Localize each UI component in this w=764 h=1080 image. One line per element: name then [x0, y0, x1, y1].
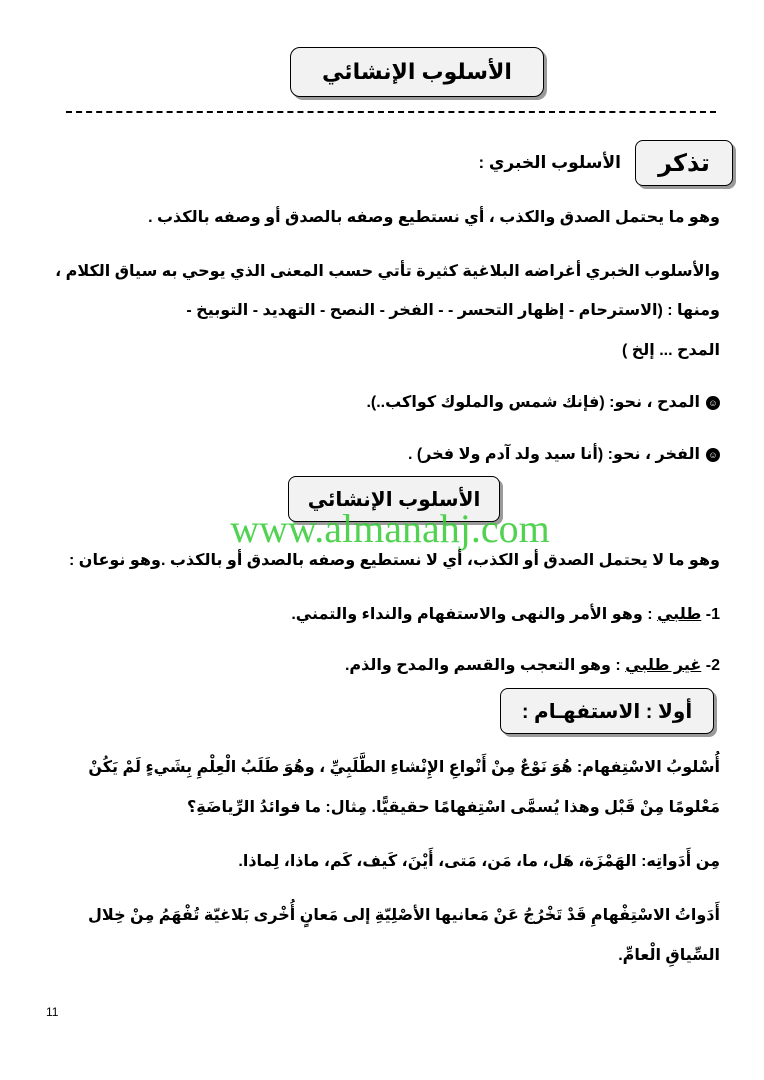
smiley-icon: ☺ [706, 396, 720, 410]
istifham-heading-box [500, 688, 714, 734]
istifham-definition-2: مَعْلومًا مِنْ قَبْل وهذا يُسمَّى اسْتِفهامًا حقيقيًّا. مِثال: ما فوائدُ الرِّياضَةِ؟ [187, 799, 720, 816]
type-2-term: غير طلبي [625, 657, 702, 674]
dashed-divider [66, 111, 716, 113]
remember-label: تذكر [658, 149, 710, 177]
type-1-number: 1- [705, 606, 720, 623]
page-title: الأسلوب الإنشائي [322, 59, 512, 84]
remember-box [635, 140, 733, 186]
insha-heading: الأسلوب الإنشائي [307, 488, 481, 511]
bullet-text-2: الفخر ، نحو: (أنا سيد ولد آدم ولا فخر) . [407, 446, 700, 463]
insha-definition: وهو ما لا يحتمل الصدق أو الكذب، أي لا نستطيع وصفه بالصدق أو بالكذب .وهو نوعان : [69, 552, 720, 569]
bullet-item-2 [408, 444, 720, 464]
tools-note-2: السِّياقِ الْعامِّ. [618, 947, 720, 964]
type-2-number: 2- [705, 657, 720, 674]
purposes-line-3: المدح ... إلخ ) [621, 342, 720, 359]
page-number: 11 [46, 1005, 59, 1019]
watermark-text: www.almanahj.com [230, 506, 550, 551]
purposes-line-2: ومنها : (الاسترحام - إظهار التحسر - - الفخر - النصح - التهديد - التوبيخ - [186, 302, 720, 319]
type-2-item [345, 655, 720, 675]
istifham-tools: مِن أَدَواتِه: الهَمْزَة، هَل، ما، مَن، مَتى، أَيْنَ، كَيف، كَم، ماذا، لِماذا. [238, 853, 720, 870]
page-title-box [290, 47, 544, 97]
type-1-item [291, 604, 720, 624]
khabari-definition: وهو ما يحتمل الصدق والكذب ، أي نستطيع وصفه بالصدق أو وصفه بالكذب . [148, 209, 720, 226]
smiley-icon: ☺ [706, 448, 720, 462]
type-1-term: طلبي [656, 606, 702, 623]
tools-note-1: أَدَواتُ الاسْتِفْهامِ قَدْ تَخْرُجُ عَنْ مَعانيها الأصْلِيّةِ إلى مَعانٍ أُخْرى بَلاغيّة تُفْهَمُ مِنْ خِلال [88, 907, 720, 924]
type-2-desc: : وهو التعجب والقسم والمدح والذم. [344, 657, 621, 674]
istifham-definition-1: أُسْلوبُ الاسْتِفهام: هُوَ نَوْعٌ مِنْ أَنْواعِ الإِنْشاءِ الطَّلَبِيِّ ، وهُوَ طَلَبُ الْعِلْمِ بِشَيءٍ لَمْ يَكُنْ [88, 759, 720, 776]
istifham-heading: أولا : الاستفهـام : [521, 700, 693, 723]
khabari-heading: الأسلوب الخبري : [478, 153, 621, 172]
bullet-item-1 [366, 392, 720, 412]
purposes-line-1: والأسلوب الخبري أغراضه البلاغية كثيرة تأتي حسب المعنى الذي يوحي به سياق الكلام ، [55, 263, 720, 280]
type-1-desc: : وهو الأمر والنهى والاستفهام والنداء والتمني. [291, 606, 653, 623]
bullet-text-1: المدح ، نحو: (فإنك شمس والملوك كواكب..). [366, 394, 700, 411]
